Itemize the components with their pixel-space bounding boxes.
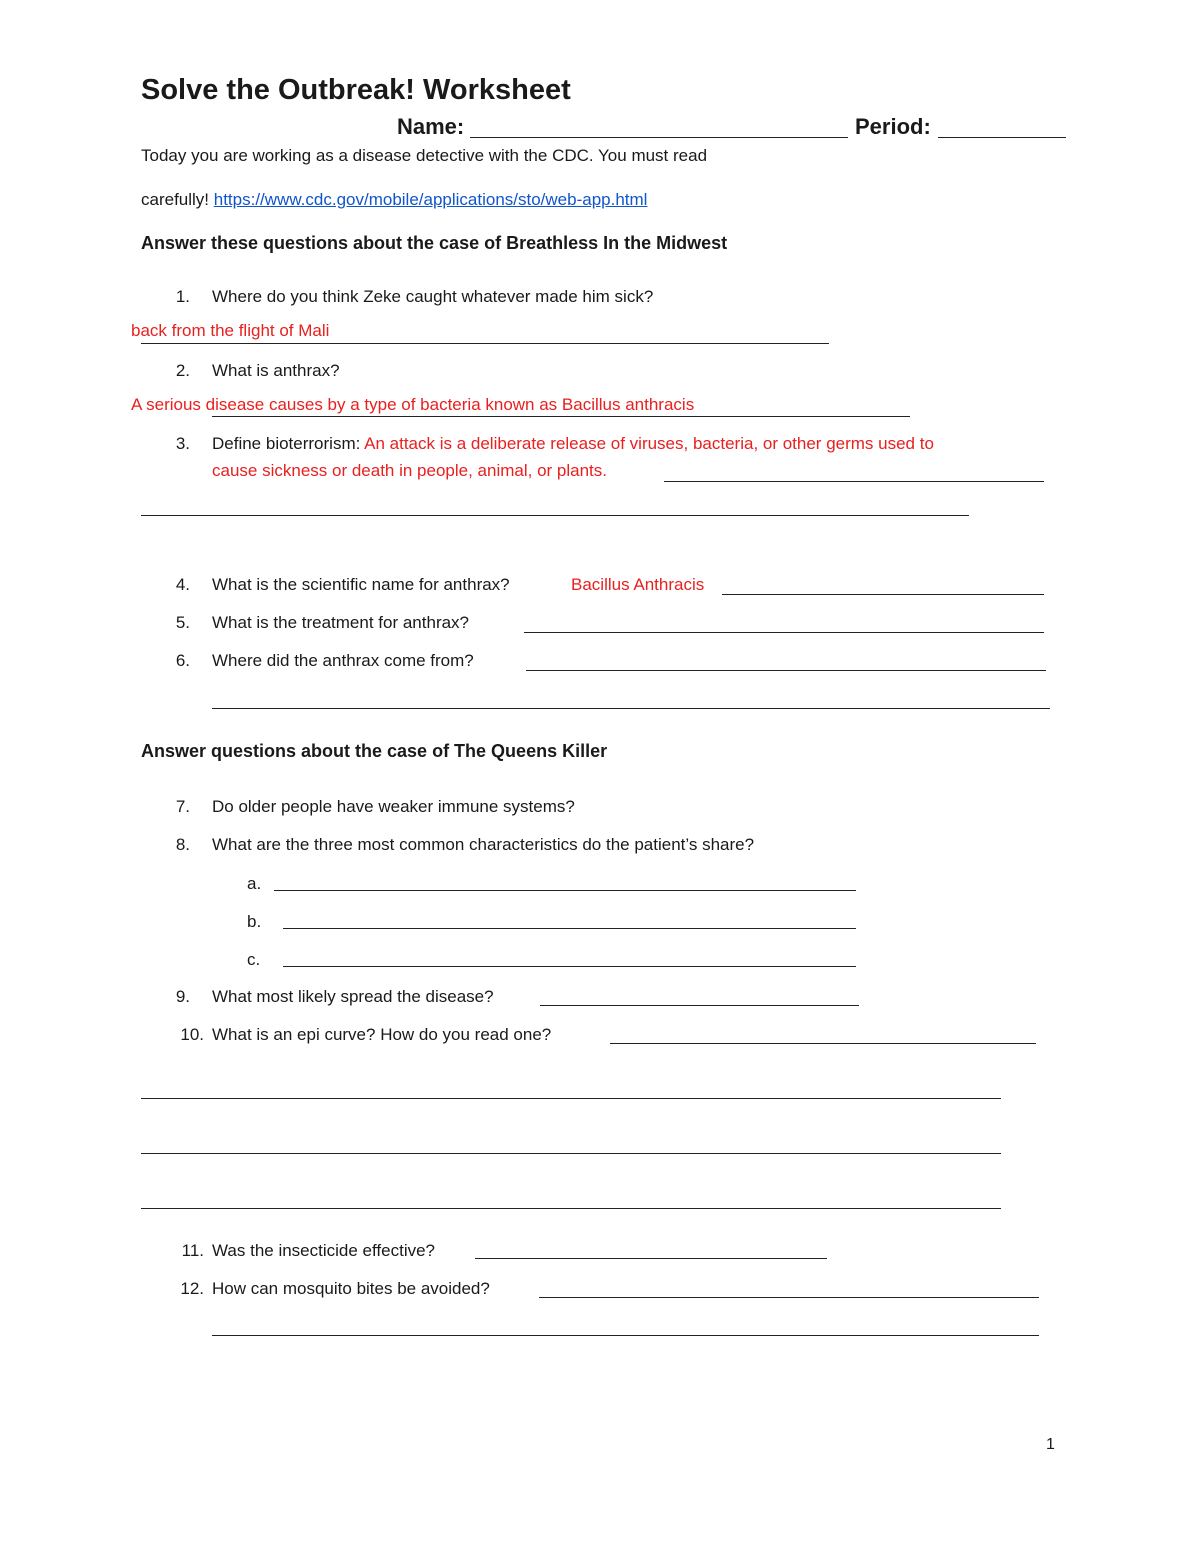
question-5: What is the treatment for anthrax? (212, 613, 470, 632)
answer-line-3a[interactable] (664, 481, 1044, 482)
question-number: 4. (175, 575, 190, 594)
section-heading-queens: Answer questions about the case of The Queens Killer (141, 741, 608, 761)
intro-prefix: carefully! (141, 190, 214, 209)
question-4: What is the scientific name for anthrax? (212, 575, 510, 594)
answer-line-12b[interactable] (212, 1335, 1039, 1336)
question-number: 10. (180, 1025, 204, 1044)
answer-line-8c[interactable] (283, 966, 856, 967)
answer-line-4[interactable] (722, 594, 1044, 595)
question-number: 5. (175, 613, 190, 632)
cdc-link[interactable]: https://www.cdc.gov/mobile/applications/sto/web-app.html (213, 190, 648, 209)
answer-2: A serious disease causes by a type of bacteria known as Bacillus anthracis (131, 395, 695, 414)
question-11: Was the insecticide effective? (212, 1241, 436, 1260)
answer-line-8a[interactable] (274, 890, 856, 891)
name-field[interactable] (470, 137, 848, 138)
question-1: Where do you think Zeke caught whatever made him sick? (212, 287, 654, 306)
intro-text: Today you are working as a disease detective with the CDC. You must read (141, 146, 708, 165)
name-label: Name: (397, 114, 465, 139)
answer-line-3b[interactable] (141, 515, 969, 516)
answer-line-10d[interactable] (141, 1208, 1001, 1209)
intro-text-2 (141, 190, 647, 210)
answer-line-2[interactable] (212, 416, 910, 417)
period-label: Period: (855, 114, 931, 139)
question-number: 8. (175, 835, 190, 854)
answer-line-6b[interactable] (212, 708, 1050, 709)
answer-line-10a[interactable] (610, 1043, 1036, 1044)
answer-1: back from the flight of Mali (131, 321, 330, 340)
answer-line-10b[interactable] (141, 1098, 1001, 1099)
question-2: What is anthrax? (212, 361, 340, 380)
question-number: 3. (175, 434, 190, 453)
answer-line-11[interactable] (475, 1258, 827, 1259)
sub-label-c: c. (247, 950, 261, 969)
answer-line-1[interactable] (141, 343, 829, 344)
question-3-text: Define bioterrorism: (212, 434, 365, 453)
answer-4: Bacillus Anthracis (571, 575, 705, 594)
question-3 (212, 434, 934, 454)
question-number: 12. (180, 1279, 204, 1298)
question-number: 11. (181, 1241, 204, 1260)
page-number: 1 (1046, 1436, 1055, 1453)
page-title: Solve the Outbreak! Worksheet (141, 74, 571, 106)
answer-line-12a[interactable] (539, 1297, 1039, 1298)
question-number: 6. (175, 651, 190, 670)
question-number: 7. (175, 797, 190, 816)
question-8: What are the three most common characteristics do the patient’s share? (212, 835, 755, 854)
period-field[interactable] (938, 137, 1066, 138)
question-9: What most likely spread the disease? (212, 987, 494, 1006)
answer-line-5[interactable] (524, 632, 1044, 633)
answer-line-9[interactable] (540, 1005, 859, 1006)
section-heading-breathless: Answer these questions about the case of Breathless In the Midwest (141, 233, 728, 253)
answer-line-6a[interactable] (526, 670, 1046, 671)
question-number: 2. (175, 361, 190, 380)
question-12: How can mosquito bites be avoided? (212, 1279, 490, 1298)
answer-3: An attack is a deliberate release of viruses, bacteria, or other germs used to (364, 434, 934, 453)
answer-line-10c[interactable] (141, 1153, 1001, 1154)
sub-label-a: a. (247, 874, 262, 893)
answer-line-8b[interactable] (283, 928, 856, 929)
question-6: Where did the anthrax come from? (212, 651, 474, 670)
sub-label-b: b. (247, 912, 262, 931)
question-10: What is an epi curve? How do you read one? (212, 1025, 552, 1044)
answer-3-cont: cause sickness or death in people, animal, or plants. (212, 461, 608, 480)
question-7: Do older people have weaker immune systems? (212, 797, 575, 816)
question-number: 1. (175, 287, 190, 306)
question-number: 9. (175, 987, 190, 1006)
